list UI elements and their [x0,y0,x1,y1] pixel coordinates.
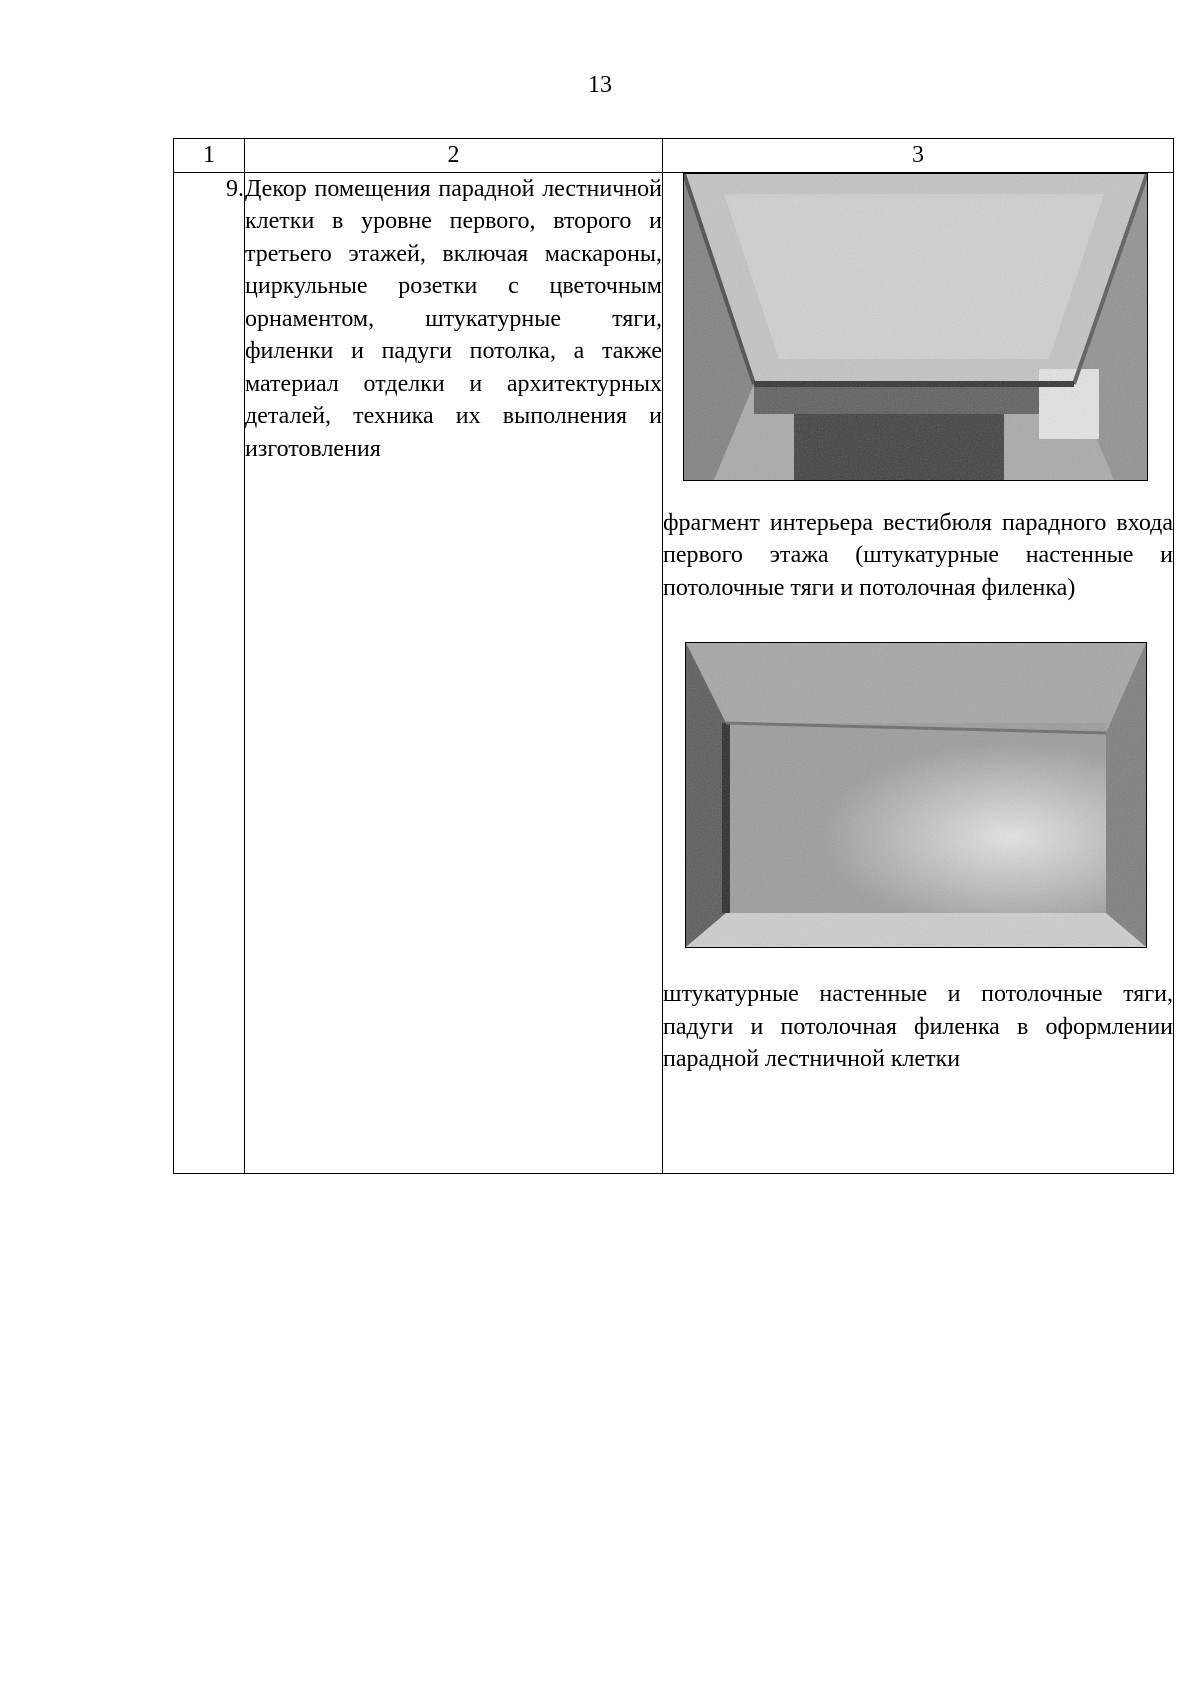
column-header-3: 3 [663,139,1174,173]
photo-caption-1: фрагмент интерьера вестибюля парадного входа первого этажа (штукатурные настенные и потолочные тяги и потолочная филенка) [663,509,1173,601]
photo-caption-2: штукатурные настенные и потолочные тяги, падуги и потолочная филенка в оформлении парадной лестничной клетки [663,981,1173,1072]
column-header-2: 2 [245,139,663,173]
object-table [173,138,1174,1174]
row-description: Декор помещения парадной лестничной клетки в уровне первого, второго и третьего этажей, включая маскароны, циркульные розетки с цветочным орнаментом, штукатурные тяги, филенки и падуги потолка, а также материал отделки и архитектурных деталей, техника их выполнения и изготовления [245,175,662,462]
row-photos-cell [663,172,1174,1173]
column-header-1: 1 [174,139,245,173]
vestibule-ceiling-photo [683,173,1148,481]
row-number: 9. [174,172,245,1173]
table-row [174,172,1174,1173]
staircase-ceiling-photo [685,642,1147,948]
page-number: 13 [588,72,612,98]
row-description-cell [245,172,663,1173]
table-header-row [174,139,1174,173]
